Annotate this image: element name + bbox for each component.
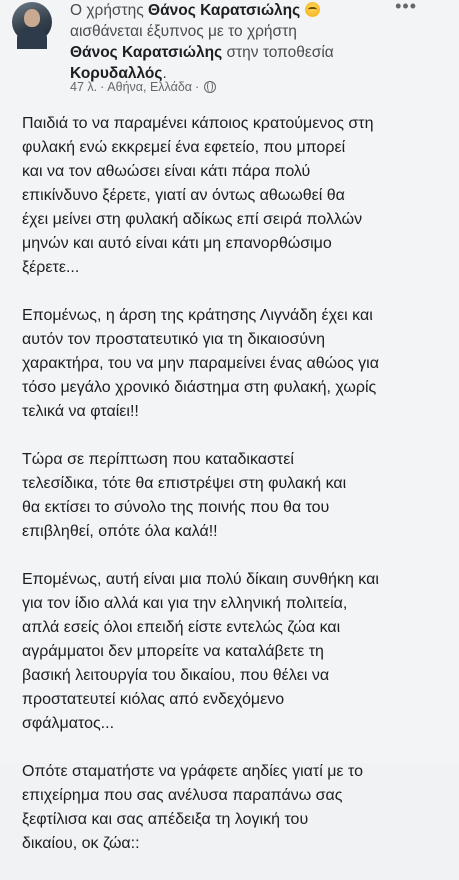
- avatar[interactable]: [12, 2, 52, 42]
- post-place: Αθήνα, Ελλάδα: [107, 80, 193, 94]
- globe-icon[interactable]: [204, 81, 216, 93]
- tagged-user-link[interactable]: Θάνος Καρατσιώλης: [70, 44, 223, 61]
- smiling-face-icon: [305, 2, 320, 17]
- post-paragraph-1: Παιδιά το να παραμένει κάποιος κρατούμενος στη φυλακή ενώ εκκρεμεί ένα εφετείο, που μπορεί και να τον αθωώσει είναι κάτι πάρα πολύ επικίνδυνο ξέρετε, γιατί αν όντως αθωωθεί θα έχει μείνει στη φυλακή αδίκως επί σειρά πολλών μηνών και αυτό είναι κάτι μη επανορθώσιμο ξέρετε...: [22, 115, 374, 276]
- feeling-text: αισθάνεται έξυπνος με το χρήστη: [70, 23, 297, 40]
- avatar-body: [17, 27, 47, 49]
- post-header: [0, 0, 459, 96]
- location-link[interactable]: Κορυδαλλός: [70, 65, 163, 82]
- post-meta: [70, 79, 216, 95]
- post-paragraph-3: Τώρα σε περίπτωση που καταδικαστεί τελεσίδικα, τότε θα επιστρέψει στη φυλακή και θα εκτίσει το σύνολο της ποινής που θα του επιβληθεί, οπότε όλα καλά!!: [22, 451, 347, 540]
- post-header-text: [70, 0, 370, 84]
- meta-separator: ·: [100, 80, 105, 94]
- header-prefix: Ο χρήστης: [70, 2, 144, 19]
- post-body: [22, 112, 452, 880]
- header-period: .: [162, 65, 167, 82]
- meta-separator-2: ·: [195, 80, 200, 94]
- author-name-link[interactable]: Θάνος Καρατσιώλης: [148, 2, 301, 19]
- post-paragraph-5: Οπότε σταματήστε να γράφετε αηδίες γιατί με το επιχείρημα που σας ανέλυσα παραπάνω σας ξεφτίλισα και σας απέδειξα τη λογική του δικαίου, οκ ζώα::: [22, 763, 363, 852]
- post-paragraph-2: Επομένως, η άρση της κράτησης Λιγνάδη έχει και αυτόν τον προστατευτικό για τη δικαιοσύνη χαρακτήρα, του να μην παραμείνει ένας αθώος για τόσο μεγάλο χρονικό διάστημα στη φυλακή, χωρίς τελικά να φταίει!!: [22, 307, 379, 420]
- more-options-icon[interactable]: •••: [395, 0, 417, 16]
- location-text: στην τοποθεσία: [226, 44, 334, 61]
- avatar-head: [24, 9, 40, 27]
- post-paragraph-4: Επομένως, αυτή είναι μια πολύ δίκαιη συνθήκη και για τον ίδιο αλλά και για την ελληνική πολιτεία, απλά εσείς όλοι επειδή είστε εντελώς ζώα και αγράμματοι δεν μπορείτε να καταλάβετε τη βασική λειτουργία του δικαίου, που θέλει να προστατευτεί κιόλας από ενδεχόμενο σφάλματος...: [22, 571, 379, 732]
- post-time[interactable]: 47 λ.: [70, 80, 98, 94]
